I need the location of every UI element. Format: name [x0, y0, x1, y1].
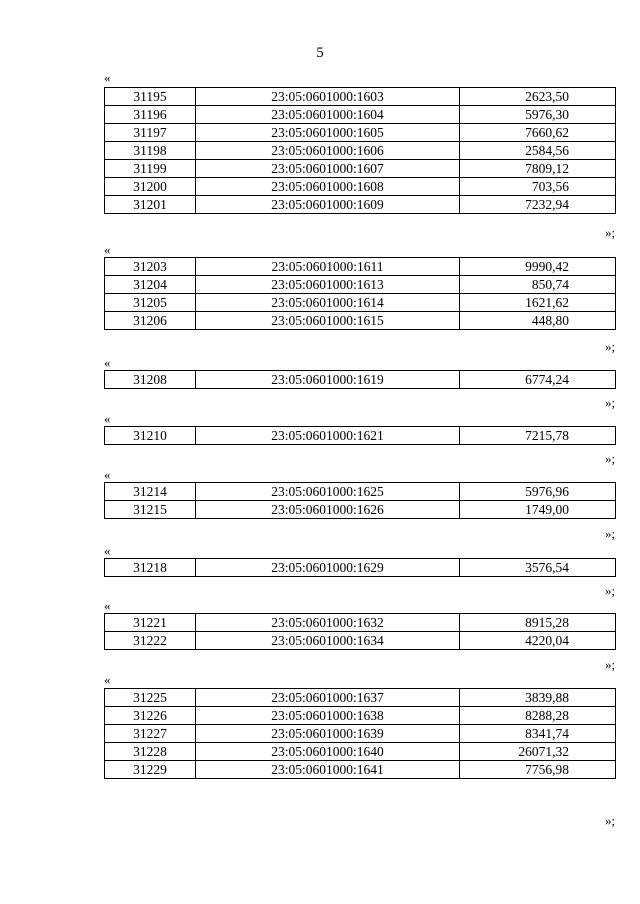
table-row — [105, 258, 616, 276]
row-number-cell: 31214 — [105, 483, 196, 501]
value-cell: 5976,96 — [460, 483, 616, 501]
value-cell: 8915,28 — [460, 614, 616, 632]
cadastral-number-cell: 23:05:0601000:1614 — [196, 294, 460, 312]
row-number-cell: 31199 — [105, 160, 196, 178]
row-number-cell: 31225 — [105, 689, 196, 707]
close-quote: »; — [605, 583, 616, 598]
row-number-cell: 31198 — [105, 142, 196, 160]
cadastral-number-cell: 23:05:0601000:1604 — [196, 106, 460, 124]
value-cell: 7809,12 — [460, 160, 616, 178]
table-row — [105, 707, 616, 725]
open-quote: « — [104, 355, 111, 370]
cadastral-number-cell: 23:05:0601000:1615 — [196, 312, 460, 330]
cadastral-number-cell: 23:05:0601000:1634 — [196, 632, 460, 650]
table-row — [105, 427, 616, 445]
cadastral-number-cell: 23:05:0601000:1605 — [196, 124, 460, 142]
row-number-cell: 31215 — [105, 501, 196, 519]
value-cell: 26071,32 — [460, 743, 616, 761]
close-quote: »; — [605, 225, 616, 240]
row-number-cell: 31226 — [105, 707, 196, 725]
open-quote: « — [104, 70, 111, 85]
value-cell: 7215,78 — [460, 427, 616, 445]
value-cell: 7660,62 — [460, 124, 616, 142]
cadastral-number-cell: 23:05:0601000:1609 — [196, 196, 460, 214]
cadastre-table — [104, 558, 616, 577]
table-row — [105, 160, 616, 178]
cadastre-table — [104, 426, 616, 445]
cadastral-number-cell: 23:05:0601000:1641 — [196, 761, 460, 779]
row-number-cell: 31203 — [105, 258, 196, 276]
value-cell: 2623,50 — [460, 88, 616, 106]
close-quote: »; — [605, 451, 616, 466]
value-cell: 7232,94 — [460, 196, 616, 214]
table-row — [105, 276, 616, 294]
row-number-cell: 31221 — [105, 614, 196, 632]
cadastral-number-cell: 23:05:0601000:1608 — [196, 178, 460, 196]
table-row — [105, 88, 616, 106]
value-cell: 6774,24 — [460, 371, 616, 389]
cadastre-table — [104, 257, 616, 330]
cadastral-number-cell: 23:05:0601000:1640 — [196, 743, 460, 761]
open-quote: « — [104, 242, 111, 257]
table-row — [105, 371, 616, 389]
open-quote: « — [104, 598, 111, 613]
table-row — [105, 294, 616, 312]
table-row — [105, 689, 616, 707]
cadastral-number-cell: 23:05:0601000:1607 — [196, 160, 460, 178]
open-quote: « — [104, 672, 111, 687]
table-row — [105, 614, 616, 632]
close-quote: »; — [605, 657, 616, 672]
row-number-cell: 31206 — [105, 312, 196, 330]
table-row — [105, 559, 616, 577]
row-number-cell: 31227 — [105, 725, 196, 743]
row-number-cell: 31218 — [105, 559, 196, 577]
cadastral-number-cell: 23:05:0601000:1625 — [196, 483, 460, 501]
table-row — [105, 725, 616, 743]
cadastral-number-cell: 23:05:0601000:1621 — [196, 427, 460, 445]
row-number-cell: 31208 — [105, 371, 196, 389]
value-cell: 448,80 — [460, 312, 616, 330]
row-number-cell: 31197 — [105, 124, 196, 142]
row-number-cell: 31196 — [105, 106, 196, 124]
table-row — [105, 761, 616, 779]
cadastre-table — [104, 688, 616, 779]
open-quote: « — [104, 543, 111, 558]
table-row — [105, 483, 616, 501]
close-quote: »; — [605, 813, 616, 828]
row-number-cell: 31201 — [105, 196, 196, 214]
value-cell: 9990,42 — [460, 258, 616, 276]
table-row — [105, 743, 616, 761]
row-number-cell: 31210 — [105, 427, 196, 445]
table-row — [105, 632, 616, 650]
value-cell: 2584,56 — [460, 142, 616, 160]
table-row — [105, 106, 616, 124]
table-row — [105, 142, 616, 160]
table-row — [105, 196, 616, 214]
cadastre-table — [104, 87, 616, 214]
cadastral-number-cell: 23:05:0601000:1606 — [196, 142, 460, 160]
value-cell: 1621,62 — [460, 294, 616, 312]
cadastral-number-cell: 23:05:0601000:1613 — [196, 276, 460, 294]
cadastre-table — [104, 370, 616, 389]
value-cell: 3839,88 — [460, 689, 616, 707]
row-number-cell: 31229 — [105, 761, 196, 779]
table-row — [105, 124, 616, 142]
cadastral-number-cell: 23:05:0601000:1632 — [196, 614, 460, 632]
cadastral-number-cell: 23:05:0601000:1626 — [196, 501, 460, 519]
row-number-cell: 31204 — [105, 276, 196, 294]
cadastral-number-cell: 23:05:0601000:1629 — [196, 559, 460, 577]
open-quote: « — [104, 411, 111, 426]
row-number-cell: 31200 — [105, 178, 196, 196]
row-number-cell: 31222 — [105, 632, 196, 650]
cadastral-number-cell: 23:05:0601000:1639 — [196, 725, 460, 743]
value-cell: 8341,74 — [460, 725, 616, 743]
cadastral-number-cell: 23:05:0601000:1638 — [196, 707, 460, 725]
table-row — [105, 312, 616, 330]
table-row — [105, 501, 616, 519]
close-quote: »; — [605, 526, 616, 541]
row-number-cell: 31195 — [105, 88, 196, 106]
value-cell: 7756,98 — [460, 761, 616, 779]
cadastral-number-cell: 23:05:0601000:1637 — [196, 689, 460, 707]
row-number-cell: 31228 — [105, 743, 196, 761]
close-quote: »; — [605, 339, 616, 354]
cadastre-table — [104, 613, 616, 650]
cadastre-table — [104, 482, 616, 519]
table-row — [105, 178, 616, 196]
row-number-cell: 31205 — [105, 294, 196, 312]
close-quote: »; — [605, 395, 616, 410]
cadastral-number-cell: 23:05:0601000:1611 — [196, 258, 460, 276]
value-cell: 4220,04 — [460, 632, 616, 650]
value-cell: 5976,30 — [460, 106, 616, 124]
value-cell: 1749,00 — [460, 501, 616, 519]
cadastral-number-cell: 23:05:0601000:1603 — [196, 88, 460, 106]
value-cell: 703,56 — [460, 178, 616, 196]
open-quote: « — [104, 467, 111, 482]
value-cell: 3576,54 — [460, 559, 616, 577]
page-number: 5 — [316, 45, 324, 61]
value-cell: 850,74 — [460, 276, 616, 294]
cadastral-number-cell: 23:05:0601000:1619 — [196, 371, 460, 389]
value-cell: 8288,28 — [460, 707, 616, 725]
